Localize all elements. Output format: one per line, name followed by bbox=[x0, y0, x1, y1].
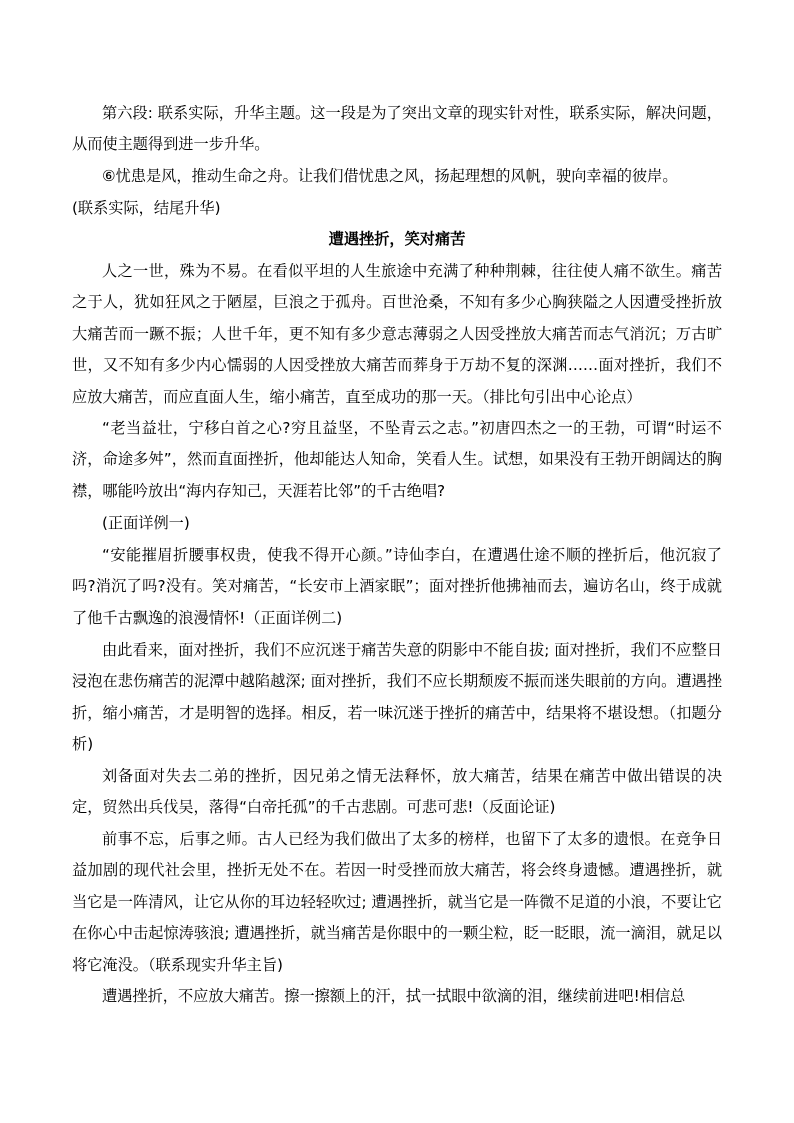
paragraph-liu-bei: 刘备面对失去二弟的挫折，因兄弟之情无法释怀，放大痛苦，结果在痛苦中做出错误的决定，贸然出兵伐吴，落得“白帝托孤”的千古悲剧。可悲可悲!（反面论证) bbox=[72, 767, 722, 817]
paragraph-note-example-1: (正面详例一) bbox=[102, 514, 190, 532]
paragraph-reality: 前事不忘，后事之师。古人已经为我们做出了太多的榜样，也留下了太多的遗恨。在竞争日益加剧的现代社会里，挫折无处不在。若因一时受挫而放大痛苦，将会终身遗憾。遭遇挫折，就当它是一阵清风，让它从你的耳边轻轻吹过; 遭遇挫折，就当它是一阵微不足道的小浪，不要让它在你心中击起惊涛骇浪; 遭遇挫折，就当痛苦是你眼中的一颗尘粒，眨一眨眼，流一滴泪，就足以将它淹没。（联系现实升华主旨) bbox=[72, 830, 722, 974]
paragraph-analysis-6: 第六段: 联系实际，升华主题。这一段是为了突出文章的现实针对性，联系实际，解决问题，从而使主题得到进一步升华。 bbox=[72, 104, 722, 154]
paragraph-intro: 人之一世，殊为不易。在看似平坦的人生旅途中充满了种种荆棘，往往使人痛不欲生。痛苦之于人，犹如狂风之于陋屋，巨浪之于孤舟。百世沧桑，不知有多少心胸狭隘之人因遭受挫折放大痛苦而一蹶不振；人世千年，更不知有多少意志薄弱之人因受挫放大痛苦而志气消沉；万古旷世，又不知有多少内心懦弱的人因受挫放大痛苦而葬身于万劫不复的深渊……面对挫折，我们不应放大痛苦，而应直面人生，缩小痛苦，直至成功的那一天。（排比句引出中心论点） bbox=[72, 262, 722, 406]
paragraph-note-ending: (联系实际，结尾升华) bbox=[72, 199, 221, 217]
paragraph-wang-bo: “老当益壮，宁移白首之心?穷且益坚，不坠青云之志。”初唐四杰之一的王勃，可谓“时运不济，命途多舛”，然而直面挫折，他却能达人知命，笑看人生。试想，如果没有王勃开朗阔达的胸襟，哪能吟放出“海内存知己，天涯若比邻”的千古绝唱? bbox=[72, 419, 722, 500]
paragraph-example-6: ⑥忧患是风，推动生命之舟。让我们借忧患之风，扬起理想的风帆，驶向幸福的彼岸。 bbox=[102, 167, 678, 185]
paragraph-conclusion: 遭遇挫折，不应放大痛苦。擦一擦额上的汗，拭一拭眼中欲滴的泪，继续前进吧!相信总 bbox=[102, 987, 686, 1005]
essay-title: 遭遇挫折，笑对痛苦 bbox=[328, 230, 466, 248]
paragraph-analysis: 由此看来，面对挫折，我们不应沉迷于痛苦失意的阴影中不能自拔; 面对挫折，我们不应整日浸泡在悲伤痛苦的泥潭中越陷越深; 面对挫折，我们不应长期颓废不振而迷失眼前的方向。遭遇挫折，缩小痛苦，才是明智的选择。相反，若一味沉迷于挫折的痛苦中，结果将不堪设想。（扣题分析) bbox=[72, 641, 722, 754]
paragraph-li-bai: “安能摧眉折腰事权贵，使我不得开心颜。”诗仙李白，在遭遇仕途不顺的挫折后，他沉寂了吗?消沉了吗?没有。笑对痛苦，“长安市上酒家眠”；面对挫折他拂袖而去，遍访名山，终于成就了他千古飘逸的浪漫情怀!（正面详例二) bbox=[72, 546, 722, 627]
